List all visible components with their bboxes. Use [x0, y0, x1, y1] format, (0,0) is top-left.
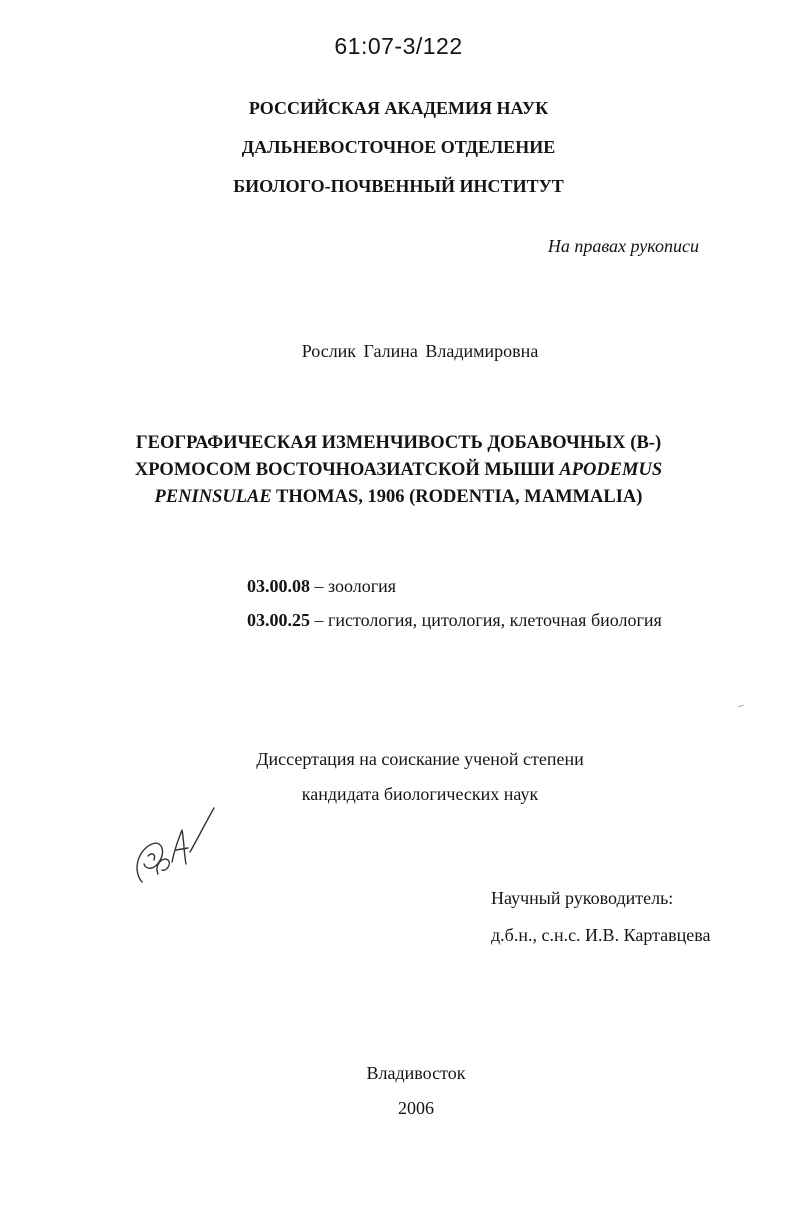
- title-line-3-text: THOMAS, 1906 (RODENTIA, MAMMALIA): [271, 487, 643, 507]
- title-line-3: [0, 484, 797, 511]
- title-line-1: ГЕОГРАФИЧЕСКАЯ ИЗМЕНЧИВОСТЬ ДОБАВОЧНЫХ (В-): [135, 433, 662, 453]
- species-name: PENINSULAE: [154, 487, 272, 507]
- manuscript-rights-note: На правах рукописи: [547, 236, 699, 256]
- dissertation-degree-line-1: Диссертация на соискание ученой степени: [256, 749, 584, 769]
- title-line-2-text: ХРОМОСОМ ВОСТОЧНОАЗИАТСКОЙ МЫШИ: [134, 460, 560, 480]
- specialty-name: – гистология, цитология, клеточная биология: [310, 610, 662, 630]
- dissertation-title: [0, 430, 797, 511]
- supervisor-label: Научный руководитель:: [491, 888, 674, 908]
- institute-name: БИОЛОГО-ПОЧВЕННЫЙ ИНСТИТУТ: [233, 176, 564, 196]
- city: Владивосток: [366, 1063, 466, 1083]
- specialty-item: [247, 610, 662, 631]
- catalog-code: 61:07-3/122: [334, 33, 463, 59]
- year: 2006: [398, 1098, 434, 1118]
- supervisor-name: д.б.н., с.н.с. И.В. Картавцева: [491, 925, 711, 945]
- title-line-2: [0, 457, 797, 484]
- handwritten-signature: [128, 800, 218, 895]
- branch-name: ДАЛЬНЕВОСТОЧНОЕ ОТДЕЛЕНИЕ: [241, 137, 556, 157]
- author-name: Рослик Галина Владимировна: [301, 341, 539, 361]
- dissertation-degree-line-2: кандидата биологических наук: [301, 784, 539, 804]
- genus-name: APODEMUS: [559, 460, 663, 480]
- specialty-code: 03.00.25: [247, 610, 310, 630]
- specialty-code: 03.00.08: [247, 576, 310, 596]
- academy-name: РОССИЙСКАЯ АКАДЕМИЯ НАУК: [248, 98, 549, 118]
- specialty-name: – зоология: [310, 576, 397, 596]
- specialty-item: [247, 576, 396, 597]
- scan-speck: [737, 704, 745, 708]
